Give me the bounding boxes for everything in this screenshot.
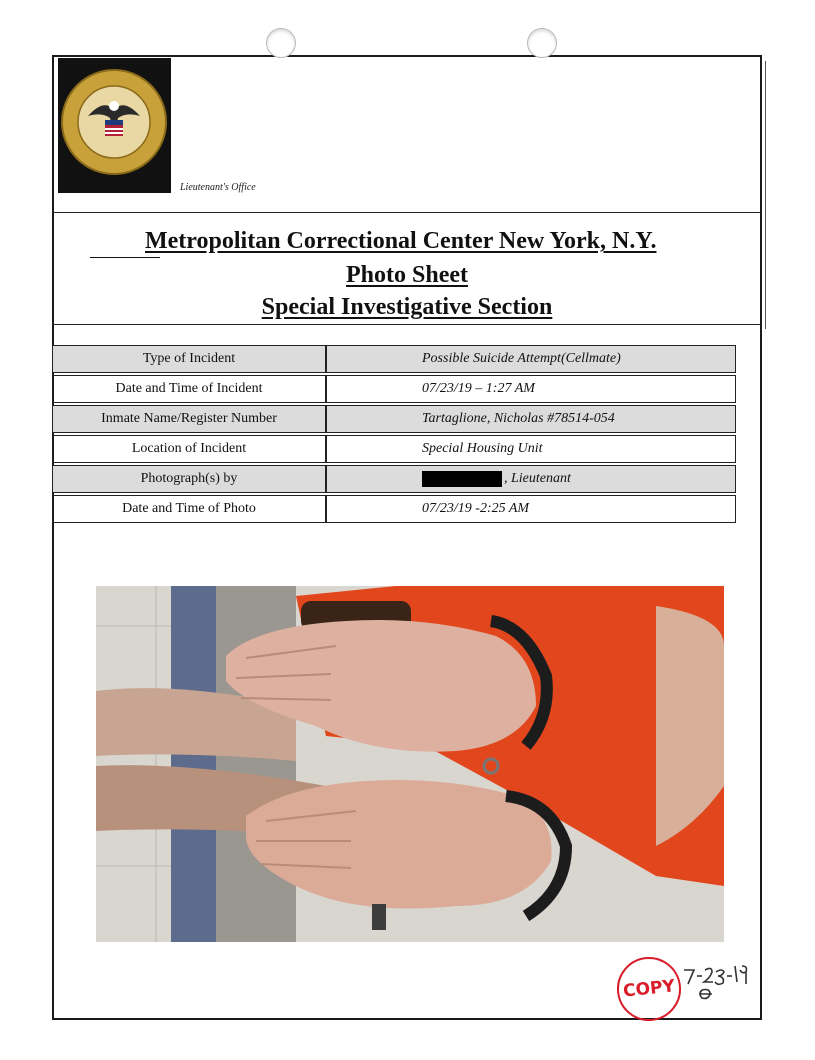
row-label: Type of Incident — [52, 345, 326, 373]
copy-stamp: COPY — [614, 954, 684, 1024]
punch-hole-left — [266, 28, 296, 58]
row-label: Inmate Name/Register Number — [52, 405, 326, 433]
incident-photo — [96, 586, 724, 942]
row-value: 07/23/19 – 1:27 AM — [326, 375, 736, 403]
row-label: Location of Incident — [52, 435, 326, 463]
redaction-bar — [422, 471, 502, 487]
table-row — [52, 495, 736, 523]
row-value: Tartaglione, Nicholas #78514-054 — [326, 405, 736, 433]
table-row — [52, 405, 736, 433]
row-label: Date and Time of Incident — [52, 375, 326, 403]
title-divider — [52, 324, 762, 325]
row-value: Special Housing Unit — [326, 435, 736, 463]
title-section: Special Investigative Section — [261, 294, 553, 320]
row-label: Date and Time of Photo — [52, 495, 326, 523]
table-row — [52, 465, 736, 493]
title-photo-sheet: Photo Sheet — [346, 262, 468, 288]
title-facility: Metropolitan Correctional Center New York, N.Y. — [145, 228, 657, 254]
header-divider — [52, 212, 762, 213]
handwritten-date — [680, 958, 755, 1008]
table-row — [52, 375, 736, 403]
table-row — [52, 345, 736, 373]
punch-hole-right — [527, 28, 557, 58]
doj-seal-logo — [58, 58, 171, 193]
title-underline-lead — [90, 257, 160, 258]
row-label: Photograph(s) by — [52, 465, 326, 493]
table-row — [52, 435, 736, 463]
row-value: 07/23/19 -2:25 AM — [326, 495, 736, 523]
row-value — [326, 465, 736, 493]
lieutenant-office-label: Lieutenant's Office — [180, 182, 256, 193]
row-value: Possible Suicide Attempt(Cellmate) — [326, 345, 736, 373]
incident-info-table — [52, 343, 736, 525]
photographer-title: , Lieutenant — [504, 471, 571, 487]
